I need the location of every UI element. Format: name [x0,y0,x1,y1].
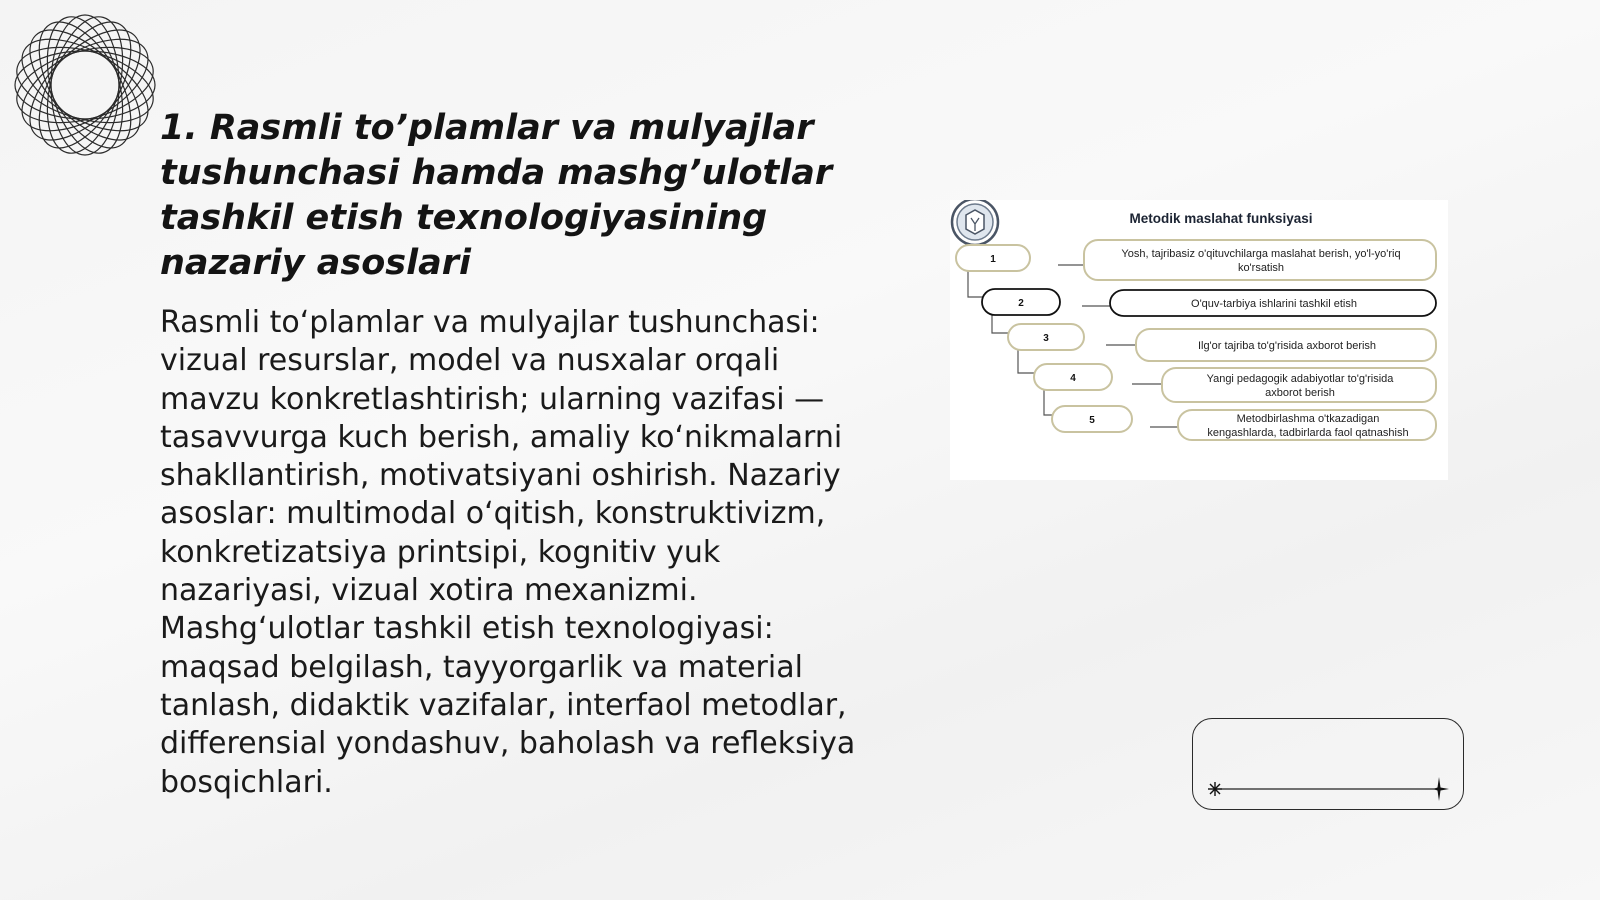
cross-star-icon [1433,777,1449,801]
step-number: 3 [1043,333,1049,344]
diagram-step [956,240,1436,280]
step-text: Ilg'or tajriba to'g'risida axborot berish [1197,340,1377,352]
diagram-step [1008,324,1436,361]
diagram-step [1052,406,1436,440]
slide-body-text: Rasmli toʻplamlar va mulyajlar tushunchasi: vizual resurslar, model va nusxalar orqali mavzu konkretlashtirish; ularning vazifasi — tasavvurga kuch berish, amaliy koʻnikmalarni shakllantirish, motivatsiyani oshirish. Nazariy asoslar: multimodal oʻqitish, konstruktivizm, konkretizatsiya printsipi, kognitiv yuk nazariyasi, vizual xotira mexanizmi. Mashgʻulotlar tashkil etish texnologiyasi: maqsad belgilash, tayyorgarlik va material tanlash, didaktik vazifalar, interfaol metodlar, differensial yondashuv, baholash va refleksiya bosqichlari. [160,305,856,800]
decorative-card [1192,718,1464,810]
step-text: Metodbirlashma o'tkazadigan [1236,413,1380,425]
step-number: 2 [1018,298,1024,309]
methodical-advice-diagram [950,200,1448,480]
step-text: Yangi pedagogik adabiyotlar to'g'risida [1206,373,1394,385]
step-text: Yosh, tajribasiz o'qituvchilarga maslahat berish, yo'l-yo'riq [1121,248,1401,260]
step-box [1084,240,1436,280]
step-number: 5 [1089,415,1095,426]
diagram-step [1034,364,1436,402]
slide-title: 1. Rasmli to’plamlar va mulyajlar tushunchasi hamda mashg’ulotlar tashkil etish texnologiyasining nazariy asoslari [160,108,833,283]
rosette-decoration [10,10,160,160]
sparkle-icon [1208,782,1222,796]
step-text: kengashlarda, tadbirlarda faol qatnashish [1207,427,1409,439]
seal-logo-icon [952,200,998,245]
step-number: 4 [1070,373,1076,384]
step-text: O'quv-tarbiya ishlarini tashkil etish [1191,298,1357,310]
diagram-title: Metodik maslahat funksiyasi [1129,211,1313,226]
step-number: 1 [990,254,996,265]
step-text: ko'rsatish [1237,262,1285,274]
step-text: axborot berish [1265,387,1335,399]
diagram-step [982,289,1436,316]
